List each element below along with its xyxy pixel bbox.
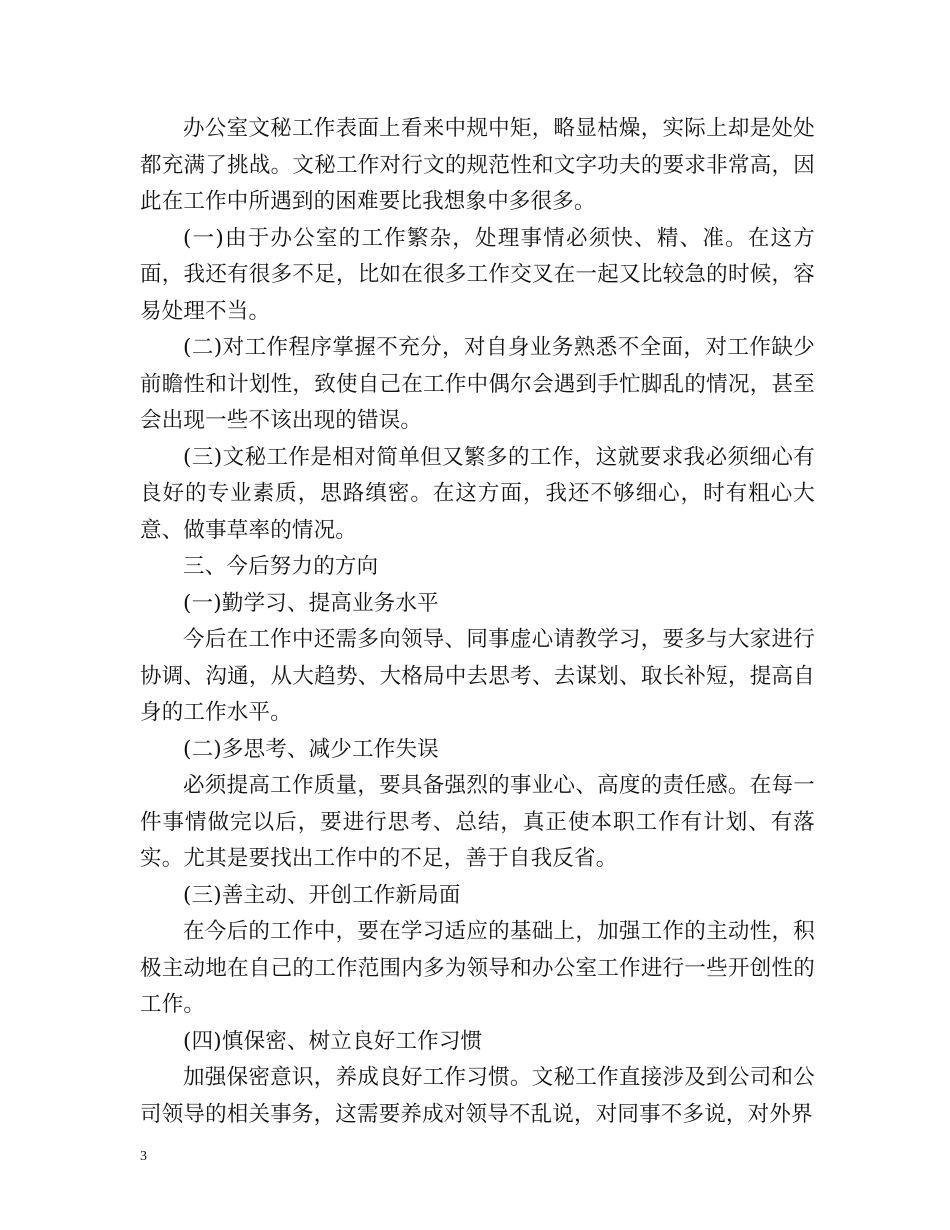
document-body — [140, 111, 815, 1133]
paragraph-study: 今后在工作中还需多向领导、同事虚心请教学习，要多与大家进行协调、沟通，从大趋势、大格局中去思考、去谋划、取长补短，提高自身的工作水平。 — [140, 627, 815, 725]
section-heading-direction: 三、今后努力的方向 — [183, 554, 379, 579]
subheading-think: (二)多思考、减少工作失误 — [183, 736, 439, 762]
paragraph-initiative: 在今后的工作中，要在学习适应的基础上，加强工作的主动性，积极主动地在自己的工作范围内多为领导和办公室工作进行一些开创性的工作。 — [140, 919, 815, 1017]
subheading-confidentiality: (四)慎保密、树立良好工作习惯 — [183, 1028, 483, 1054]
page-number: 3 — [140, 1149, 147, 1164]
subheading-initiative: (三)善主动、开创工作新局面 — [183, 882, 461, 908]
subheading-study: (一)勤学习、提高业务水平 — [183, 590, 439, 616]
paragraph-think: 必须提高工作质量，要具备强烈的事业心、高度的责任感。在每一件事情做完以后，要进行思考、总结，真正使本职工作有计划、有落实。尤其是要找出工作中的不足，善于自我反省。 — [140, 773, 815, 871]
paragraph-problem-1: (一)由于办公室的工作繁杂，处理事情必须快、精、准。在这方面，我还有很多不足，比如在很多工作交叉在一起又比较急的时候，容易处理不当。 — [140, 225, 815, 324]
paragraph-problem-3: (三)文秘工作是相对简单但又繁多的工作，这就要求我必须细心有良好的专业素质，思路缜密。在这方面，我还不够细心，时有粗心大意、做事草率的情况。 — [140, 444, 815, 543]
paragraph-intro: 办公室文秘工作表面上看来中规中矩，略显枯燥，实际上却是处处都充满了挑战。文秘工作对行文的规范性和文字功夫的要求非常高，因此在工作中所遇到的困难要比我想象中多很多。 — [140, 116, 815, 214]
paragraph-problem-2: (二)对工作程序掌握不充分，对自身业务熟悉不全面，对工作缺少前瞻性和计划性，致使自己在工作中偶尔会遇到手忙脚乱的情况，甚至会出现一些不该出现的错误。 — [140, 335, 815, 433]
paragraph-confidentiality: 加强保密意识，养成良好工作习惯。文秘工作直接涉及到公司和公司领导的相关事务，这需要养成对领导不乱说，对同事不多说，对外界 — [140, 1065, 815, 1127]
